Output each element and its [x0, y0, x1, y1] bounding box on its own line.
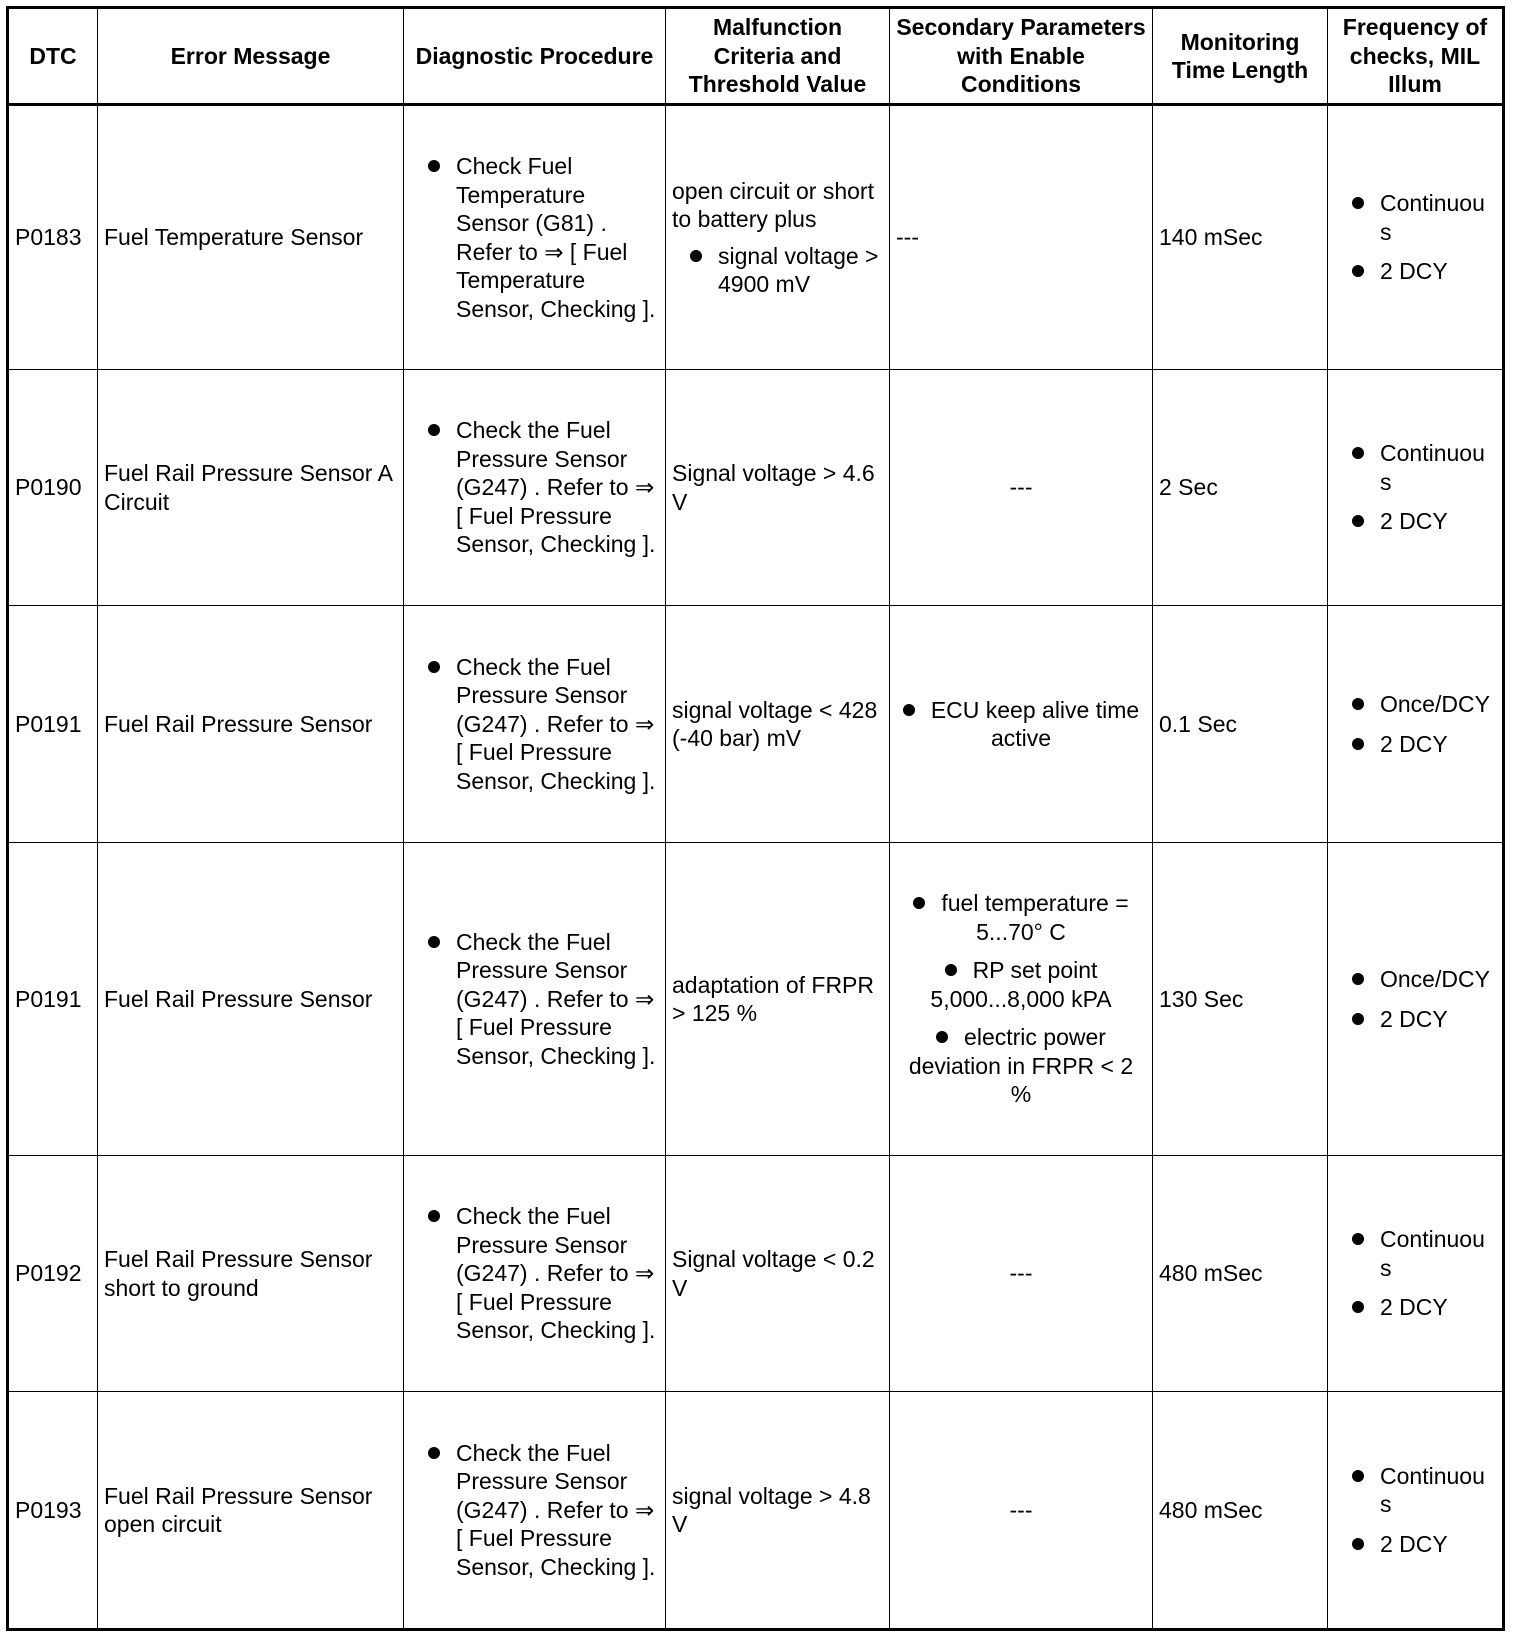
- monitoring-time: 480 mSec: [1153, 1392, 1328, 1630]
- frequency-cell: [1328, 1392, 1504, 1630]
- secondary-parameters: [890, 606, 1153, 843]
- diagnostic-procedure: [404, 105, 666, 370]
- procedure-item: Check the Fuel Pressure Sensor (G247) . Refer to ⇒ [ Fuel Pressure Sensor, Checking ].: [410, 1202, 659, 1345]
- procedure-item: Check the Fuel Pressure Sensor (G247) . Refer to ⇒ [ Fuel Pressure Sensor, Checking ].: [410, 1439, 659, 1582]
- dtc-code: P0191: [8, 606, 98, 843]
- frequency-item: Continuous: [1334, 1225, 1496, 1282]
- error-message: Fuel Rail Pressure Sensor A Circuit: [98, 370, 404, 606]
- procedure-item: Check the Fuel Pressure Sensor (G247) . Refer to ⇒ [ Fuel Pressure Sensor, Checking ].: [410, 928, 659, 1071]
- monitoring-time: 2 Sec: [1153, 370, 1328, 606]
- table-row: [8, 843, 1504, 1156]
- mil-item: 2 DCY: [1334, 1005, 1496, 1034]
- dtc-code: P0192: [8, 1156, 98, 1392]
- frequency-cell: [1328, 370, 1504, 606]
- secondary-parameters: ---: [890, 105, 1153, 370]
- diagnostic-procedure: [404, 606, 666, 843]
- monitoring-time: 130 Sec: [1153, 843, 1328, 1156]
- mil-item: 2 DCY: [1334, 730, 1496, 759]
- monitoring-time: 480 mSec: [1153, 1156, 1328, 1392]
- frequency-cell: [1328, 843, 1504, 1156]
- secondary-item: ECU keep alive time active: [896, 696, 1146, 753]
- mil-item: 2 DCY: [1334, 1293, 1496, 1322]
- diagnostic-procedure: [404, 843, 666, 1156]
- procedure-item: Check the Fuel Pressure Sensor (G247) . Refer to ⇒ [ Fuel Pressure Sensor, Checking ].: [410, 653, 659, 796]
- frequency-item: Continuous: [1334, 439, 1496, 496]
- dtc-code: P0193: [8, 1392, 98, 1630]
- diagnostic-procedure: [404, 1156, 666, 1392]
- secondary-parameters: ---: [890, 1156, 1153, 1392]
- header-frequency: Frequency of checks, MIL Illum: [1328, 8, 1504, 105]
- frequency-cell: [1328, 606, 1504, 843]
- frequency-item: Once/DCY: [1334, 690, 1496, 719]
- monitoring-time: 0.1 Sec: [1153, 606, 1328, 843]
- error-message: Fuel Rail Pressure Sensor open circuit: [98, 1392, 404, 1630]
- threshold-cell: [666, 105, 890, 370]
- header-diagnostic-procedure: Diagnostic Procedure: [404, 8, 666, 105]
- secondary-item: RP set point 5,000...8,000 kPA: [896, 956, 1146, 1013]
- error-message: Fuel Rail Pressure Sensor: [98, 843, 404, 1156]
- error-message: Fuel Rail Pressure Sensor short to ground: [98, 1156, 404, 1392]
- threshold-bullet: signal voltage > 4900 mV: [672, 242, 883, 299]
- error-message: Fuel Temperature Sensor: [98, 105, 404, 370]
- secondary-parameters: ---: [890, 1392, 1153, 1630]
- table-row: [8, 1392, 1504, 1630]
- secondary-item: fuel temperature = 5...70° C: [896, 889, 1146, 946]
- header-dtc: DTC: [8, 8, 98, 105]
- frequency-cell: [1328, 1156, 1504, 1392]
- frequency-item: Continuous: [1334, 1462, 1496, 1519]
- table-row: [8, 606, 1504, 843]
- diagnostic-procedure: [404, 370, 666, 606]
- threshold-text: Signal voltage > 4.6 V: [666, 370, 890, 606]
- frequency-item: Once/DCY: [1334, 965, 1496, 994]
- secondary-parameters: [890, 843, 1153, 1156]
- error-message: Fuel Rail Pressure Sensor: [98, 606, 404, 843]
- frequency-item: Continuous: [1334, 189, 1496, 246]
- procedure-item: Check the Fuel Pressure Sensor (G247) . Refer to ⇒ [ Fuel Pressure Sensor, Checking ].: [410, 416, 659, 559]
- header-secondary-parameters: Secondary Parameters with Enable Conditions: [890, 8, 1153, 105]
- secondary-parameters: ---: [890, 370, 1153, 606]
- secondary-item: electric power deviation in FRPR < 2 %: [896, 1023, 1146, 1109]
- dtc-code: P0190: [8, 370, 98, 606]
- threshold-text: signal voltage < 428 (-40 bar) mV: [666, 606, 890, 843]
- table-row: [8, 105, 1504, 370]
- monitoring-time: 140 mSec: [1153, 105, 1328, 370]
- header-error-message: Error Message: [98, 8, 404, 105]
- threshold-text: Signal voltage < 0.2 V: [666, 1156, 890, 1392]
- mil-item: 2 DCY: [1334, 257, 1496, 286]
- frequency-cell: [1328, 105, 1504, 370]
- procedure-item: Check Fuel Temperature Sensor (G81) . Refer to ⇒ [ Fuel Temperature Sensor, Checking ].: [410, 152, 659, 323]
- dtc-table: [6, 6, 1505, 1631]
- mil-item: 2 DCY: [1334, 507, 1496, 536]
- table-row: [8, 370, 1504, 606]
- table-row: [8, 1156, 1504, 1392]
- header-malfunction-criteria: Malfunction Criteria and Threshold Value: [666, 8, 890, 105]
- threshold-text: open circuit or short to battery plus: [672, 177, 874, 232]
- header-monitoring-time: Monitoring Time Length: [1153, 8, 1328, 105]
- mil-item: 2 DCY: [1334, 1530, 1496, 1559]
- dtc-code: P0191: [8, 843, 98, 1156]
- diagnostic-procedure: [404, 1392, 666, 1630]
- threshold-text: adaptation of FRPR > 125 %: [666, 843, 890, 1156]
- dtc-code: P0183: [8, 105, 98, 370]
- header-row: [8, 8, 1504, 105]
- threshold-text: signal voltage > 4.8 V: [666, 1392, 890, 1630]
